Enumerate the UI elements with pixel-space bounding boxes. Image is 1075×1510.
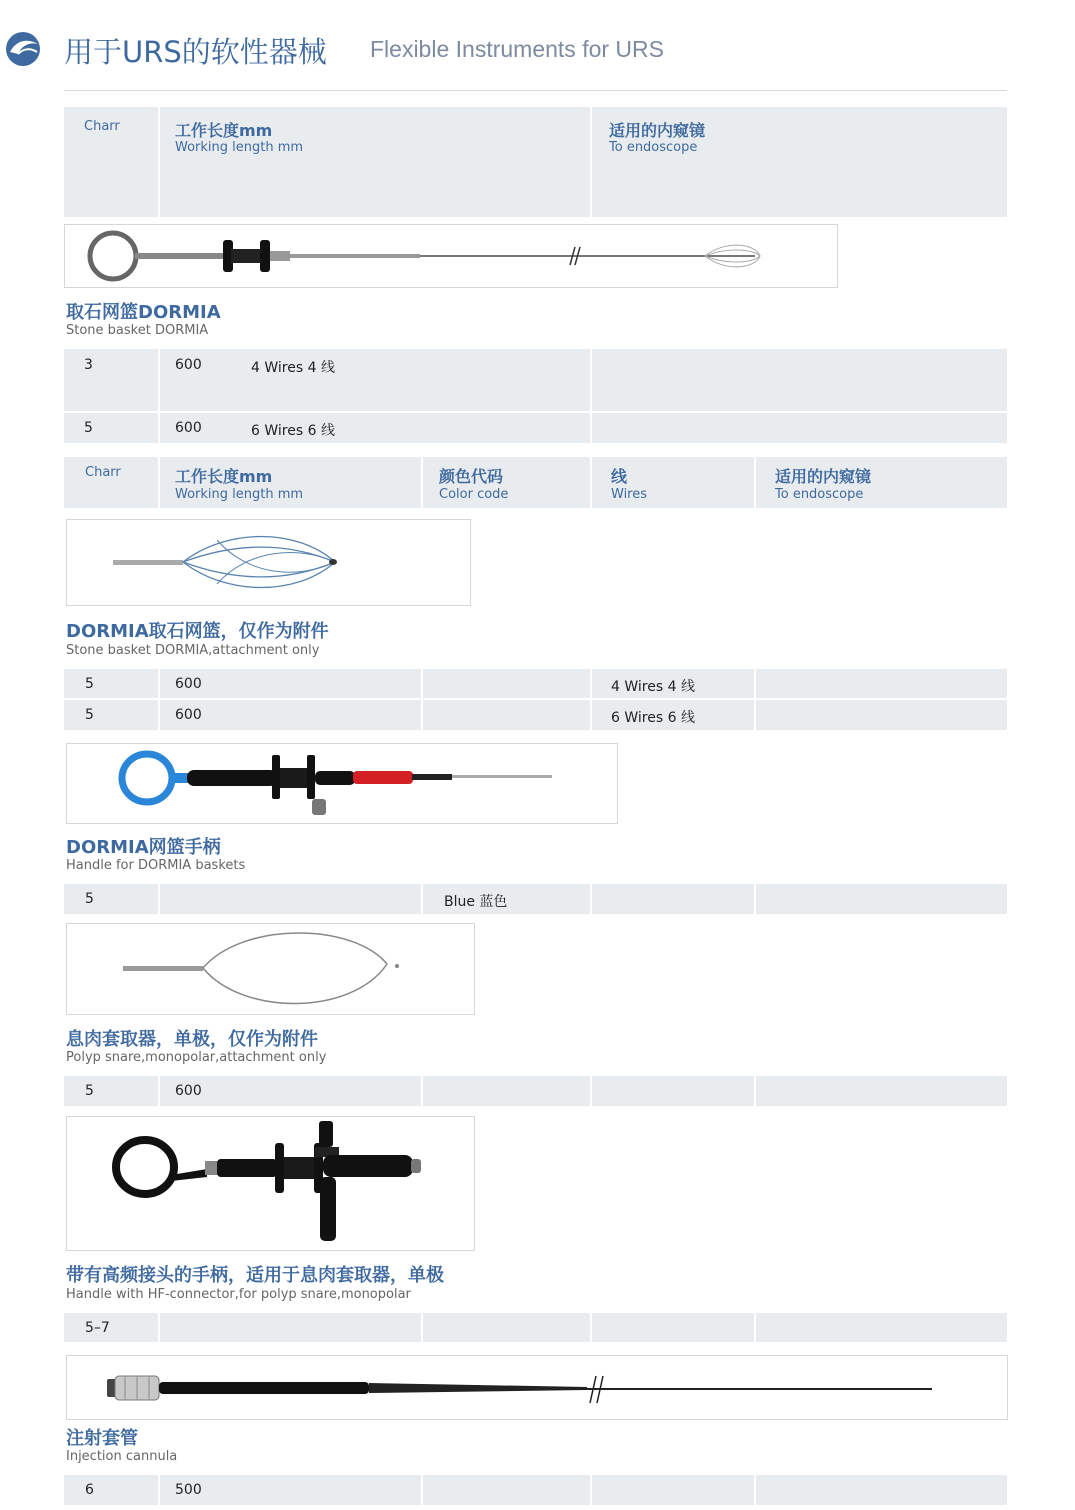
table-row xyxy=(64,349,1007,411)
brand-logo-icon xyxy=(4,30,42,68)
header-divider xyxy=(64,90,1007,91)
t2-col-charr: Charr xyxy=(85,465,121,480)
t1-col-endoscope-cn: 适用的内窥镜 xyxy=(609,121,706,140)
row-charr: 5 xyxy=(85,1083,94,1099)
t2-col-endoscope-cn: 适用的内窥镜 xyxy=(775,467,872,486)
row-wires: 4 Wires 4 线 xyxy=(251,360,335,376)
product1-title-cn: 取石网篮DORMIA xyxy=(66,302,221,323)
product3-title-cn: DORMIA网篮手柄 xyxy=(66,837,221,858)
row-length: 500 xyxy=(175,1482,202,1498)
row-charr: 5–7 xyxy=(85,1320,110,1336)
product4-title-en: Polyp snare,monopolar,attachment only xyxy=(66,1050,327,1065)
row-wires: 4 Wires 4 线 xyxy=(611,679,695,695)
page-title-en: Flexible Instruments for URS xyxy=(370,36,664,62)
table-row xyxy=(64,413,1007,443)
t1-col-endoscope-en: To endoscope xyxy=(609,140,698,155)
row-wires: 6 Wires 6 线 xyxy=(611,710,695,726)
product3-title-en: Handle for DORMIA baskets xyxy=(66,858,246,873)
table-row xyxy=(64,669,1007,698)
table-row xyxy=(64,1475,1007,1505)
row-wires: 6 Wires 6 线 xyxy=(251,423,335,439)
t2-col-color-cn: 颜色代码 xyxy=(439,467,504,486)
row-color: Blue 蓝色 xyxy=(444,894,508,910)
table-row xyxy=(64,700,1007,730)
table-row xyxy=(64,1076,1007,1106)
product6-title-en: Injection cannula xyxy=(66,1449,178,1464)
row-charr: 5 xyxy=(85,707,94,723)
product2-title-en: Stone basket DORMIA,attachment only xyxy=(66,643,320,658)
product6-title-cn: 注射套管 xyxy=(66,1428,138,1449)
product2-title-cn: DORMIA取石网篮，仅作为附件 xyxy=(66,621,329,642)
row-length: 600 xyxy=(175,420,202,436)
row-length: 600 xyxy=(175,676,202,692)
row-charr: 5 xyxy=(84,420,93,436)
product5-title-en: Handle with HF-connector,for polyp snare,monopolar xyxy=(66,1287,411,1302)
table1-header xyxy=(64,107,1007,217)
basket-attachment-image xyxy=(66,519,471,606)
hf-handle-image xyxy=(66,1116,475,1251)
t2-col-length-cn: 工作长度mm xyxy=(175,467,273,486)
row-charr: 3 xyxy=(84,357,93,373)
t1-col-length-cn: 工作长度mm xyxy=(175,121,273,140)
table2-header xyxy=(64,457,1007,508)
page-title-cn: 用于URS的软性器械 xyxy=(64,35,327,69)
product1-title-en: Stone basket DORMIA xyxy=(66,323,209,338)
table-row xyxy=(64,884,1007,914)
product5-title-cn: 带有高频接头的手柄，适用于息肉套取器，单极 xyxy=(66,1265,444,1286)
row-length: 600 xyxy=(175,1083,202,1099)
t2-col-endoscope-en: To endoscope xyxy=(775,487,864,502)
t1-col-length-en: Working length mm xyxy=(175,140,304,155)
t2-col-wires-cn: 线 xyxy=(611,467,628,486)
t2-col-length-en: Working length mm xyxy=(175,487,304,502)
table-row xyxy=(64,1313,1007,1342)
t2-col-wires-en: Wires xyxy=(611,487,648,502)
product4-title-cn: 息肉套取器，单极，仅作为附件 xyxy=(66,1029,318,1050)
stone-basket-image xyxy=(64,224,838,288)
injection-cannula-image xyxy=(66,1355,1008,1420)
row-length: 600 xyxy=(175,357,202,373)
basket-handle-image xyxy=(66,743,618,824)
t1-col-charr: Charr xyxy=(84,119,120,134)
polyp-snare-image xyxy=(66,923,475,1015)
t2-col-color-en: Color code xyxy=(439,487,509,502)
row-length: 600 xyxy=(175,707,202,723)
row-charr: 5 xyxy=(85,676,94,692)
row-charr: 6 xyxy=(85,1482,94,1498)
row-charr: 5 xyxy=(85,891,94,907)
